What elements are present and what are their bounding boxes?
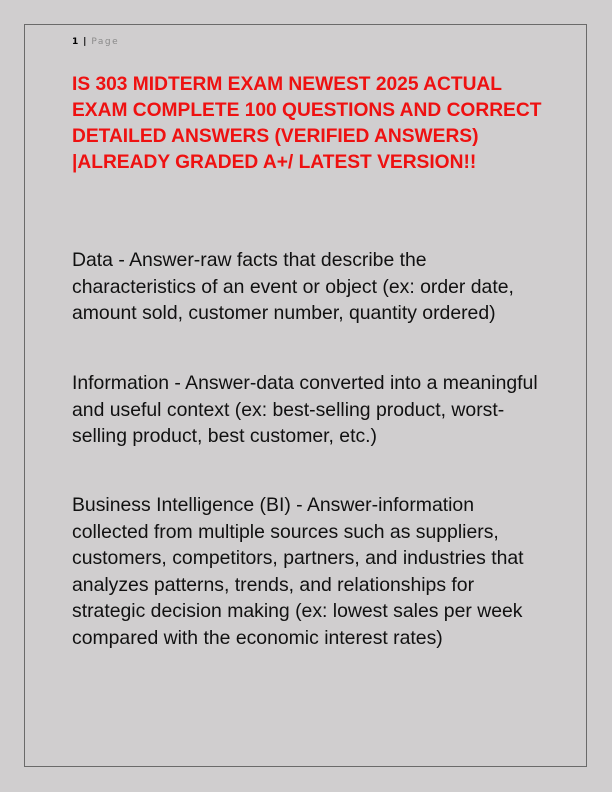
page-number: 1 xyxy=(72,37,79,47)
qa-entry-business-intelligence: Business Intelligence (BI) - Answer-information collected from multiple sources such as suppliers, customers, competitors, partners, and industries that analyzes patterns, trends, and relationships for strategic decision making (ex: lowest sales per week compared with the economic interest rates) xyxy=(72,494,524,649)
page-label: Page xyxy=(91,37,120,47)
qa-entry-information: Information - Answer-data converted into a meaningful and useful context (ex: best-selling product, worst-selling product, best customer, etc.) xyxy=(72,372,538,447)
document-title: IS 303 MIDTERM EXAM NEWEST 2025 ACTUAL EXAM COMPLETE 100 QUESTIONS AND CORRECT DETAILED ANSWERS (VERIFIED ANSWERS) |ALREADY GRADED A+/ LATEST VERSION!! xyxy=(72,74,542,173)
page-header xyxy=(72,37,119,47)
qa-entry-data: Data - Answer-raw facts that describe the characteristics of an event or object (ex: order date, amount sold, customer number, quantity ordered) xyxy=(72,249,514,324)
page-separator: | xyxy=(83,37,87,47)
